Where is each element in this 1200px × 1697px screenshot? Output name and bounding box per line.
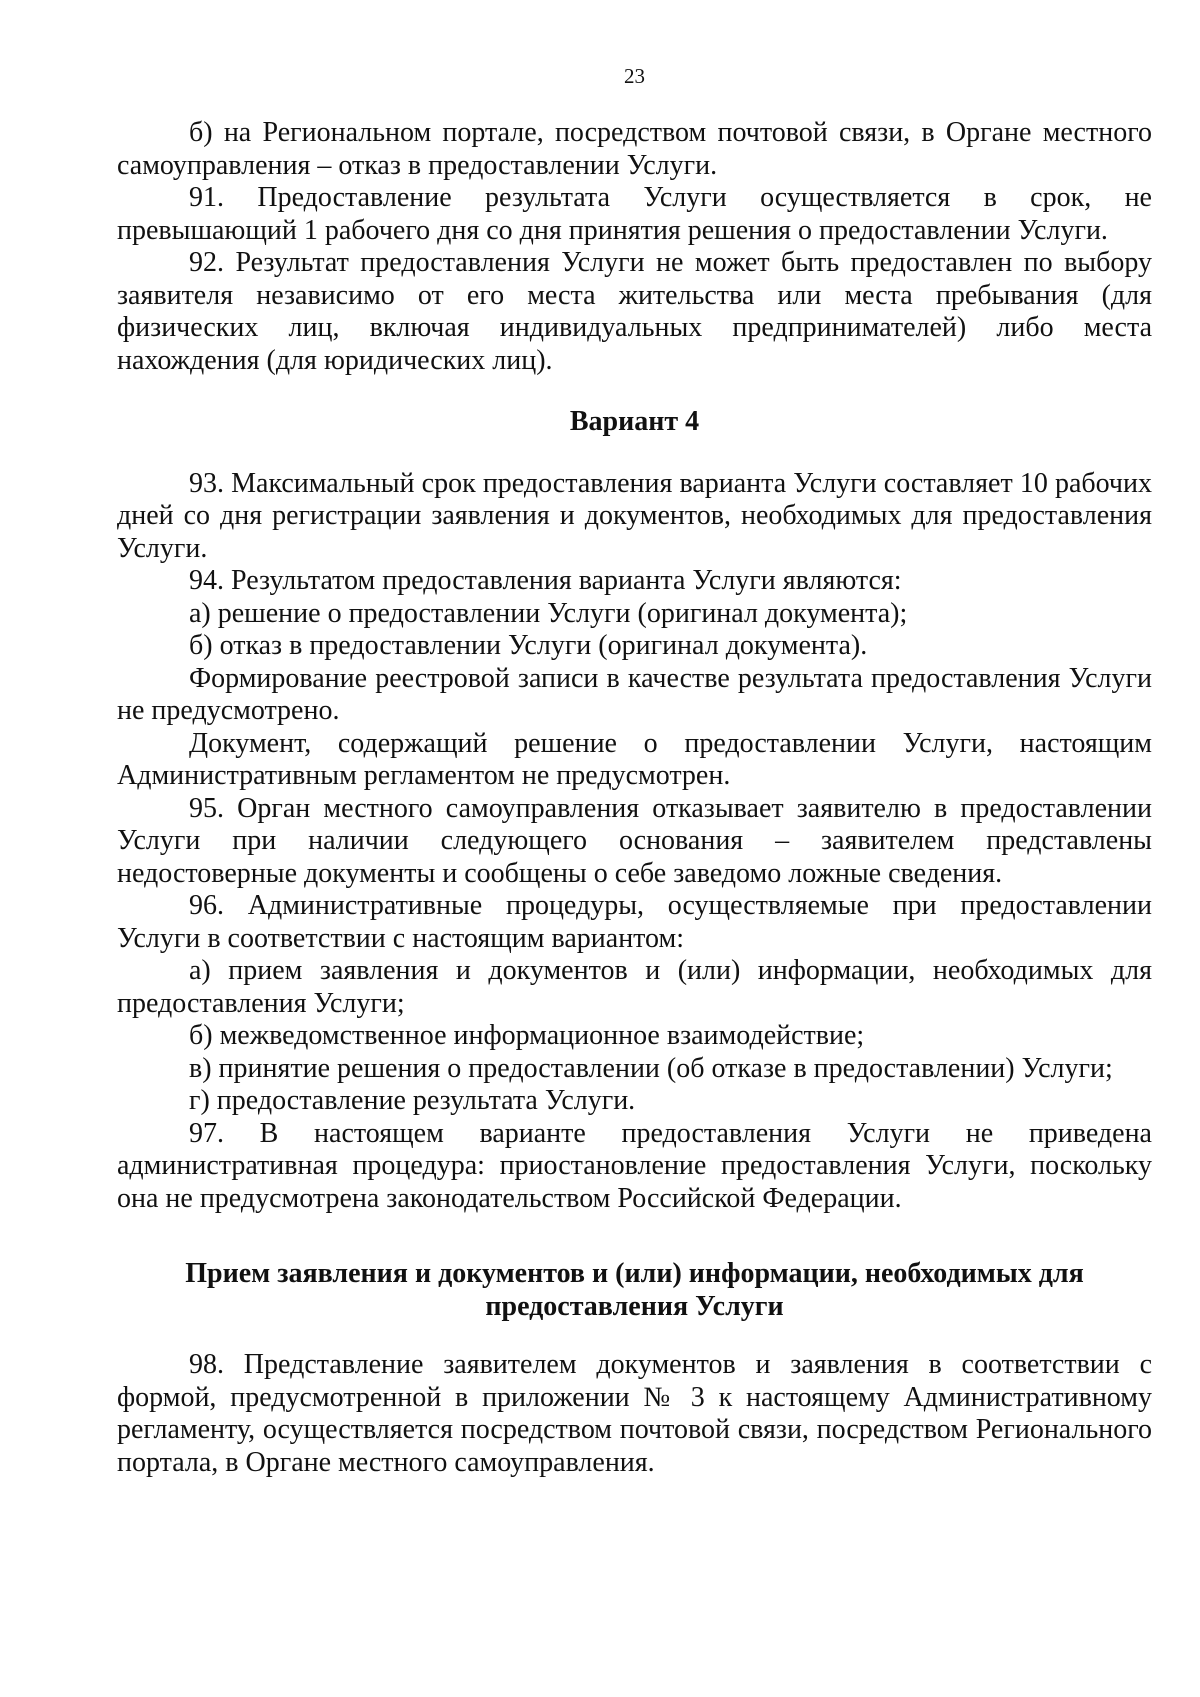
heading-variant-4: Вариант 4 [569, 406, 700, 437]
paragraph-91: 91. Предоставление результата Услуги осуществляется в срок, не превышающий 1 рабочего дня со дня принятия решения о предоставлении Услуги. [117, 182, 1152, 246]
page-number: 23 [624, 64, 645, 88]
paragraph-b-result-channels: б) на Региональном портале, посредством почтовой связи, в Органе местного самоуправления – отказ в предоставлении Услуги. [117, 117, 1152, 181]
paragraph-decision-document: Документ, содержащий решение о предоставлении Услуги, настоящим Административным регламентом не предусмотрен. [117, 727, 1152, 791]
heading-line-1: Прием заявления и документов и (или) информации, необходимых для [185, 1258, 1084, 1289]
paragraph-96-v: в) принятие решения о предоставлении (об отказе в предоставлении) Услуги; [189, 1052, 1113, 1084]
paragraph-93: 93. Максимальный срок предоставления варианта Услуги составляет 10 рабочих дней со дня регистрации заявления и документов, необходимых для предоставления Услуги. [117, 467, 1152, 564]
paragraph-96-b: б) межведомственное информационное взаимодействие; [189, 1020, 865, 1051]
document-page [117, 64, 1152, 1479]
paragraph-98: 98. Представление заявителем документов и заявления в соответствии с формой, предусмотренной в приложении № 3 к настоящему Административному регламенту, осуществляется посредством почтовой связи, посредством Регионального портала, в Органе местного самоуправления. [117, 1349, 1152, 1478]
paragraph-96-g: г) предоставление результата Услуги. [189, 1085, 636, 1116]
paragraph-96-a: а) прием заявления и документов и (или) информации, необходимых для предоставления Услуги; [117, 955, 1152, 1019]
paragraph-94: 94. Результатом предоставления варианта Услуги являются: [189, 565, 902, 596]
paragraph-registry-record: Формирование реестровой записи в качестве результата предоставления Услуги не предусмотрено. [117, 662, 1152, 726]
paragraph-95: 95. Орган местного самоуправления отказывает заявителю в предоставлении Услуги при наличии следующего основания – заявителем представлены недостоверные документы и сообщены о себе заведомо ложные сведения. [117, 792, 1152, 889]
paragraph-94-b: б) отказ в предоставлении Услуги (оригинал документа). [189, 630, 868, 661]
paragraph-97: 97. В настоящем варианте предоставления Услуги не приведена административная процедура: приостановление предоставления Услуги, поскольку она не предусмотрена законодательством Российской Федерации. [117, 1117, 1152, 1214]
paragraph-92: 92. Результат предоставления Услуги не может быть предоставлен по выбору заявителя независимо от его места жительства или места пребывания (для физических лиц, включая индивидуальных предпринимателей) либо места нахождения (для юридических лиц). [117, 247, 1152, 376]
heading-application-reception [117, 1258, 1152, 1323]
heading-line-2: предоставления Услуги [485, 1290, 784, 1322]
paragraph-94-a: а) решение о предоставлении Услуги (оригинал документа); [189, 597, 908, 629]
paragraph-96: 96. Административные процедуры, осуществляемые при предоставлении Услуги в соответствии с настоящим вариантом: [117, 890, 1152, 954]
